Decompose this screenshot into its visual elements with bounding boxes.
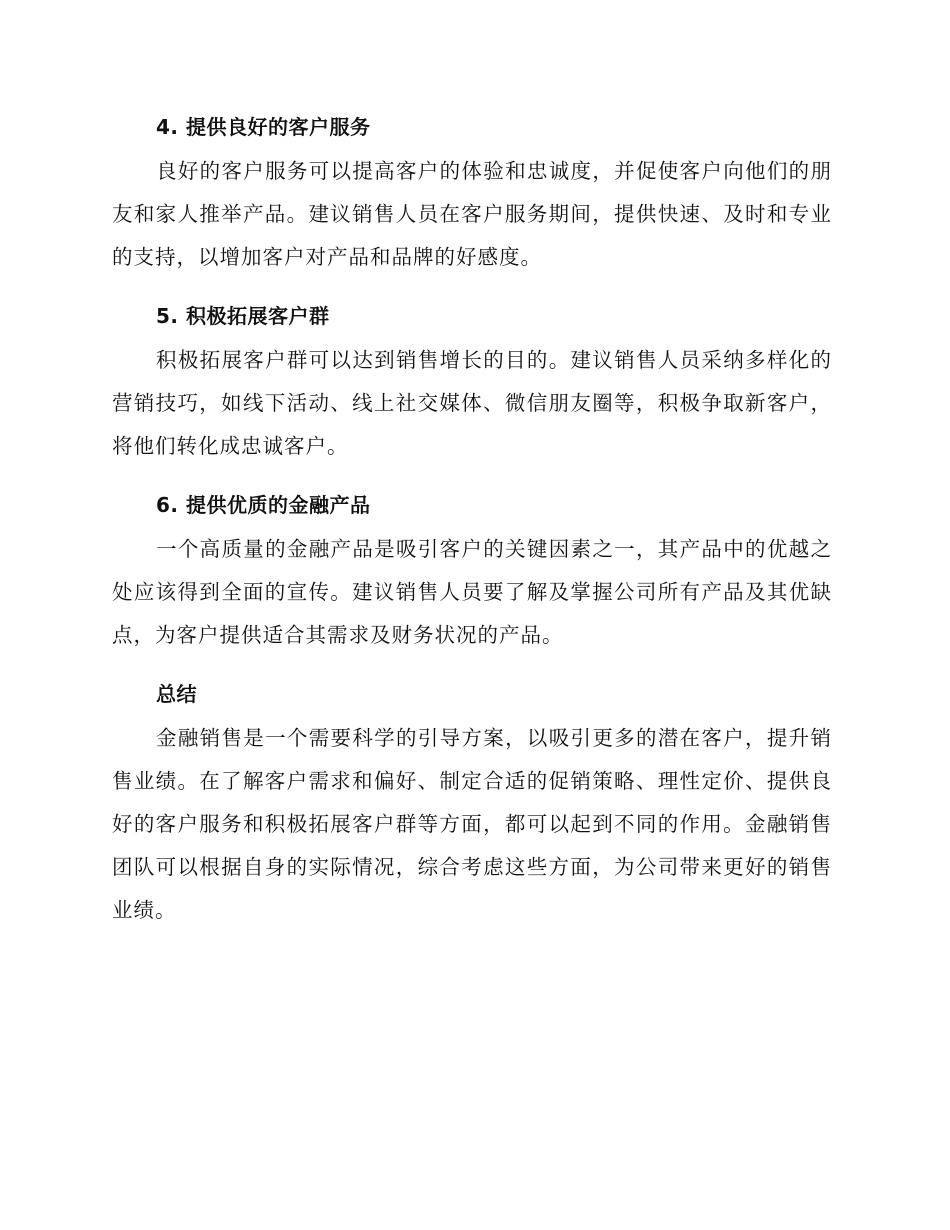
section-paragraph: 金融销售是一个需要科学的引导方案，以吸引更多的潜在客户，提升销售业绩。在了解客户需求和偏好、制定合适的促销策略、理性定价、提供良好的客户服务和积极拓展客户群等方面，都可以起到不同的作用。金融销售团队可以根据自身的实际情况，综合考虑这些方面，为公司带来更好的销售业绩。 bbox=[112, 726, 832, 922]
section-heading: 总结 bbox=[156, 682, 197, 706]
section-customer-service bbox=[112, 110, 832, 279]
section-heading: 4. 提供良好的客户服务 bbox=[156, 115, 371, 139]
section-paragraph: 积极拓展客户群可以达到销售增长的目的。建议销售人员采纳多样化的营销技巧，如线下活动、线上社交媒体、微信朋友圈等，积极争取新客户，将他们转化成忠诚客户。 bbox=[112, 348, 832, 458]
document-body bbox=[112, 110, 832, 952]
section-quality-products bbox=[112, 488, 832, 657]
section-expand-customers bbox=[112, 299, 832, 468]
section-paragraph: 一个高质量的金融产品是吸引客户的关键因素之一，其产品中的优越之处应该得到全面的宣传。建议销售人员要了解及掌握公司所有产品及其优缺点，为客户提供适合其需求及财务状况的产品。 bbox=[112, 537, 832, 647]
section-heading: 5. 积极拓展客户群 bbox=[156, 304, 330, 328]
section-heading: 6. 提供优质的金融产品 bbox=[156, 493, 371, 517]
section-paragraph: 良好的客户服务可以提高客户的体验和忠诚度，并促使客户向他们的朋友和家人推举产品。建议销售人员在客户服务期间，提供快速、及时和专业的支持，以增加客户对产品和品牌的好感度。 bbox=[112, 159, 832, 269]
section-summary bbox=[112, 677, 832, 932]
